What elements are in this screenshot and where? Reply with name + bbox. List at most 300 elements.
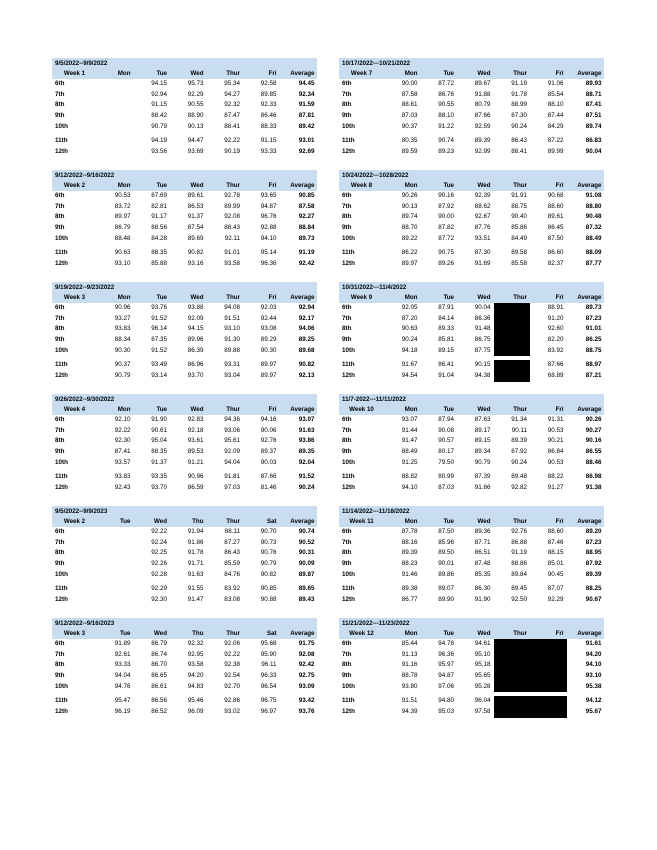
day-value: 88.75 <box>511 202 527 210</box>
day-value: 90.82 <box>187 249 204 257</box>
day-value: 86.70 <box>151 661 167 669</box>
column-header: Wed <box>477 518 491 525</box>
column-header: Wed <box>477 294 491 301</box>
day-value: 89.50 <box>438 549 454 557</box>
column-header: Wed <box>154 518 167 525</box>
day-value: 86.36 <box>474 314 491 322</box>
table-row <box>52 639 317 650</box>
day-value: 94.78 <box>438 640 454 647</box>
grade-label: 7th <box>342 538 352 546</box>
column-header: Fri <box>268 294 277 301</box>
day-value: 92.32 <box>224 101 240 109</box>
day-value: 96.76 <box>260 213 277 221</box>
day-value: 91.16 <box>401 661 418 669</box>
grade-label: 6th <box>342 528 352 535</box>
day-value: 92.30 <box>114 437 131 445</box>
day-value: 93.76 <box>151 304 167 311</box>
day-value: 87.58 <box>401 90 418 98</box>
day-value: 93.06 <box>224 426 240 434</box>
day-value: 90.00 <box>438 213 454 221</box>
grade-label: 7th <box>342 90 352 98</box>
day-value: 95.14 <box>260 249 277 257</box>
day-value: 94.27 <box>224 90 240 98</box>
day-value: 87.92 <box>511 448 527 456</box>
day-value: 93.04 <box>224 372 240 380</box>
day-value: 92.29 <box>151 585 167 593</box>
day-value: 89.96 <box>187 336 204 344</box>
grade-label: 7th <box>55 202 65 210</box>
day-value: 85.81 <box>438 336 454 344</box>
grade-label: 6th <box>342 304 352 311</box>
average-value: 87.58 <box>298 202 315 210</box>
day-value: 88.90 <box>187 112 204 120</box>
column-header: Average <box>290 518 315 525</box>
day-value: 90.24 <box>511 122 527 130</box>
grade-label: 12th <box>342 484 355 492</box>
table-row <box>339 79 604 90</box>
grade-label: 12th <box>342 372 355 380</box>
grade-label: 11th <box>342 473 355 481</box>
day-value: 91.17 <box>151 213 167 221</box>
day-value: 93.61 <box>187 437 204 445</box>
column-header: Thu <box>192 630 204 637</box>
day-value: 91.81 <box>224 473 240 481</box>
day-value: 94.16 <box>260 416 277 423</box>
average-value: 93.42 <box>298 697 315 705</box>
table-row <box>339 335 604 346</box>
table-row <box>52 436 317 447</box>
day-value: 87.71 <box>474 538 491 546</box>
week-table <box>52 506 317 606</box>
redaction-box <box>494 360 531 371</box>
average-value: 90.24 <box>298 484 315 492</box>
day-value: 87.72 <box>438 234 454 242</box>
grade-label: 7th <box>55 314 65 322</box>
day-value: 91.19 <box>511 549 527 557</box>
day-value: 87.54 <box>187 224 204 232</box>
table-row <box>339 248 604 259</box>
day-value: 89.99 <box>224 202 240 210</box>
average-value: 88.75 <box>585 346 602 354</box>
table-row <box>52 191 317 202</box>
average-value: 88.95 <box>585 549 602 557</box>
day-value: 84.28 <box>151 234 167 242</box>
average-value: 92.27 <box>298 213 315 221</box>
table-row <box>52 90 317 101</box>
grade-label: 8th <box>342 661 352 669</box>
grade-label: 7th <box>342 426 352 434</box>
average-value: 87.41 <box>585 101 602 109</box>
day-value: 94.54 <box>401 372 418 380</box>
day-value: 87.92 <box>438 202 454 210</box>
grade-label: 11th <box>55 137 68 145</box>
table-row <box>339 303 604 314</box>
day-value: 93.08 <box>260 325 277 333</box>
column-header: Tue <box>443 406 454 413</box>
day-value: 90.55 <box>438 101 454 109</box>
day-value: 86.51 <box>474 549 491 557</box>
day-value: 94.80 <box>438 697 454 705</box>
average-value: 86.98 <box>585 473 602 481</box>
day-value: 94.18 <box>401 346 418 354</box>
day-value: 90.88 <box>260 596 277 604</box>
redaction-box <box>530 650 567 661</box>
grade-label: 10th <box>342 458 355 466</box>
day-value: 88.99 <box>511 101 527 109</box>
day-value: 94.83 <box>187 682 204 690</box>
grade-label: 8th <box>342 549 352 557</box>
column-header: Fri <box>555 294 564 301</box>
day-value: 79.50 <box>438 458 454 466</box>
column-header: Tue <box>443 518 454 525</box>
day-value: 89.97 <box>114 213 131 221</box>
day-value: 95.65 <box>474 672 491 680</box>
day-value: 91.47 <box>187 596 204 604</box>
day-value: 91.51 <box>401 697 418 705</box>
date-range-title: 9/5/2022--9/9/2022 <box>52 58 317 69</box>
day-value: 90.08 <box>438 426 454 434</box>
column-header: Wed <box>477 630 491 637</box>
day-value: 91.94 <box>187 528 204 535</box>
day-value: 96.36 <box>260 260 277 268</box>
table-row <box>52 248 317 259</box>
table-header-row <box>52 629 317 639</box>
average-value: 89.93 <box>585 80 602 87</box>
redaction-box <box>494 639 531 650</box>
table-row <box>339 223 604 234</box>
grade-label: 12th <box>342 708 355 716</box>
day-value: 88.22 <box>547 473 564 481</box>
average-value: 93.01 <box>298 137 315 145</box>
column-header: Mon <box>117 182 131 189</box>
grade-label: 11th <box>342 249 355 257</box>
average-value: 93.09 <box>298 682 315 690</box>
column-header: Mon <box>404 630 418 637</box>
day-value: 92.59 <box>474 122 491 130</box>
column-header: Tue <box>119 518 131 525</box>
day-value: 91.52 <box>151 346 167 354</box>
table-row <box>52 426 317 437</box>
day-value: 86.43 <box>511 137 527 145</box>
day-value: 94.10 <box>260 234 277 242</box>
day-value: 90.96 <box>187 473 204 481</box>
day-value: 90.04 <box>474 304 491 311</box>
day-value <box>97 548 134 559</box>
day-value: 93.88 <box>187 304 204 311</box>
table-header-row <box>339 629 604 639</box>
day-value: 92.99 <box>474 148 491 156</box>
day-value: 90.79 <box>151 122 167 130</box>
day-value: 91.25 <box>401 458 418 466</box>
column-header: Tue <box>156 294 167 301</box>
grade-label: 7th <box>55 426 65 434</box>
day-value: 85.96 <box>438 538 454 546</box>
grade-label: 7th <box>342 314 352 322</box>
grade-label: 9th <box>55 224 65 232</box>
day-value: 92.82 <box>511 484 527 492</box>
column-header: Tue <box>156 182 167 189</box>
table-row <box>52 147 317 158</box>
table-row <box>52 335 317 346</box>
column-header: Tue <box>443 630 454 637</box>
day-value: 90.26 <box>401 192 418 199</box>
grade-label: 8th <box>55 101 65 109</box>
average-value: 93.76 <box>298 708 315 716</box>
day-value: 90.53 <box>547 426 564 434</box>
day-value: 86.56 <box>151 697 167 705</box>
day-value: 90.24 <box>401 336 418 344</box>
day-value: 94.36 <box>224 416 240 423</box>
day-value: 91.20 <box>547 314 564 322</box>
day-value: 93.56 <box>151 148 167 156</box>
day-value: 95.73 <box>187 80 204 87</box>
table-row <box>52 671 317 682</box>
day-value: 88.60 <box>547 528 564 535</box>
day-value: 90.03 <box>260 458 277 466</box>
day-value: 84.76 <box>224 570 240 578</box>
average-value: 87.92 <box>585 560 602 568</box>
average-value: 91.59 <box>298 101 315 109</box>
day-value: 92.22 <box>114 426 131 434</box>
day-value: 92.09 <box>224 448 240 456</box>
average-value: 87.77 <box>585 260 602 268</box>
table-row <box>52 660 317 671</box>
day-value: 87.76 <box>474 224 491 232</box>
day-value: 87.78 <box>401 528 418 535</box>
table-row <box>339 191 604 202</box>
week-label: Week 7 <box>350 70 373 77</box>
day-value: 93.57 <box>114 458 131 466</box>
day-value: 93.33 <box>260 148 277 156</box>
column-header: Average <box>577 70 602 77</box>
day-value: 93.51 <box>474 234 491 242</box>
day-value: 93.35 <box>151 473 167 481</box>
day-value: 91.71 <box>187 560 204 568</box>
column-header: Mon <box>117 294 131 301</box>
day-value: 88.23 <box>401 560 418 568</box>
grade-label: 8th <box>342 213 352 221</box>
table-row <box>339 360 604 371</box>
day-value: 85.58 <box>511 260 527 268</box>
day-value: 83.92 <box>547 346 564 354</box>
table-row <box>339 570 604 581</box>
day-value: 92.33 <box>260 101 277 109</box>
day-value: 96.36 <box>438 650 454 658</box>
table-row <box>52 223 317 234</box>
grade-label: 7th <box>342 202 352 210</box>
grade-label: 10th <box>342 346 355 354</box>
day-value: 80.35 <box>401 137 418 145</box>
day-value: 91.47 <box>401 437 418 445</box>
day-value: 91.37 <box>187 213 204 221</box>
day-value: 88.91 <box>547 304 564 311</box>
day-value: 83.92 <box>224 585 240 593</box>
average-value: 91.52 <box>298 473 315 481</box>
average-value: 90.52 <box>298 538 315 546</box>
day-value: 90.68 <box>547 192 564 199</box>
day-value: 97.03 <box>224 484 240 492</box>
grade-label: 7th <box>342 650 352 658</box>
column-header: Average <box>577 406 602 413</box>
day-value: 92.61 <box>114 650 131 658</box>
day-value: 95.04 <box>151 437 167 445</box>
average-value: 94.12 <box>585 697 602 705</box>
table-row <box>52 79 317 90</box>
day-value: 89.15 <box>474 437 491 445</box>
table-row <box>339 472 604 483</box>
grade-label: 10th <box>55 346 68 354</box>
table-row <box>52 371 317 382</box>
grade-label: 9th <box>55 560 65 568</box>
column-header: Average <box>290 294 315 301</box>
average-value: 90.82 <box>298 361 315 369</box>
average-value: 90.16 <box>585 437 602 445</box>
average-value: 89.35 <box>298 448 315 456</box>
day-value: 87.82 <box>438 224 454 232</box>
day-value: 87.66 <box>474 112 491 120</box>
average-value: 89.39 <box>585 570 602 578</box>
day-value: 89.29 <box>260 336 277 344</box>
day-value: 90.13 <box>187 122 204 130</box>
table-row <box>339 559 604 570</box>
day-value: 88.70 <box>401 224 418 232</box>
table-header-row <box>339 405 604 415</box>
day-value: 87.50 <box>438 528 454 535</box>
average-value: 89.42 <box>298 122 315 130</box>
date-range-title: 11/7-2022---11/11/2022 <box>339 394 604 405</box>
table-row <box>52 346 317 357</box>
average-value: 87.51 <box>585 112 602 120</box>
column-header: Thur <box>513 182 527 189</box>
day-value: 89.26 <box>438 260 454 268</box>
table-row <box>52 259 317 270</box>
grade-label: 10th <box>55 570 68 578</box>
column-header: Thur <box>513 70 527 77</box>
day-value: 89.38 <box>401 585 418 593</box>
average-value: 88.80 <box>585 202 602 210</box>
column-header: Wed <box>190 70 204 77</box>
table-row <box>52 707 317 718</box>
average-value: 89.25 <box>298 336 315 344</box>
redaction-box <box>530 696 567 707</box>
table-row <box>339 458 604 469</box>
day-value: 88.86 <box>511 560 527 568</box>
day-value: 89.84 <box>511 570 527 578</box>
column-header: Mon <box>117 406 131 413</box>
day-value: 90.79 <box>260 560 277 568</box>
grade-label: 9th <box>342 112 352 120</box>
day-value: 90.11 <box>511 426 527 434</box>
day-value: 93.27 <box>114 314 131 322</box>
column-header: Mon <box>404 70 418 77</box>
day-value: 91.51 <box>224 314 240 322</box>
average-value: 94.45 <box>298 80 315 87</box>
day-value: 90.82 <box>260 570 277 578</box>
table-row <box>339 671 604 682</box>
table-row <box>52 447 317 458</box>
day-value: 92.76 <box>511 528 527 535</box>
day-value: 86.22 <box>401 249 418 257</box>
grade-label: 12th <box>55 596 68 604</box>
day-value: 87.91 <box>438 304 454 311</box>
table-row <box>52 483 317 494</box>
table-header-row <box>339 181 604 191</box>
table-row <box>52 234 317 245</box>
week-label: Week 10 <box>349 406 374 413</box>
table-row <box>339 527 604 538</box>
day-value: 81.46 <box>260 484 277 492</box>
column-header: Wed <box>477 182 491 189</box>
average-value: 92.34 <box>298 90 315 98</box>
day-value: 89.45 <box>511 585 527 593</box>
day-value <box>97 538 134 549</box>
day-value: 88.48 <box>114 234 131 242</box>
grade-label: 12th <box>55 372 68 380</box>
average-value: 92.17 <box>298 314 315 322</box>
grade-label: 6th <box>342 416 352 423</box>
week-table <box>339 506 604 606</box>
day-value: 95.18 <box>474 661 491 669</box>
day-value: 87.94 <box>438 416 454 423</box>
day-value: 87.44 <box>547 112 564 120</box>
day-value: 90.24 <box>511 458 527 466</box>
week-table <box>52 618 317 718</box>
date-range-title: 9/12/2022--9/16/2022 <box>52 170 317 181</box>
grade-label: 9th <box>342 336 352 344</box>
day-value: 91.13 <box>401 650 418 658</box>
grade-label: 10th <box>55 682 68 690</box>
day-value: 96.75 <box>260 697 277 705</box>
day-value: 91.30 <box>224 336 240 344</box>
day-value <box>97 527 134 538</box>
day-value: 96.97 <box>260 708 277 716</box>
average-value: 89.65 <box>298 585 315 593</box>
day-value: 96.54 <box>260 682 277 690</box>
table-row <box>339 90 604 101</box>
day-value: 87.20 <box>401 314 418 322</box>
day-value: 86.77 <box>401 596 418 604</box>
average-value: 95.67 <box>585 708 602 716</box>
table-row <box>52 324 317 335</box>
day-value: 86.88 <box>511 538 527 546</box>
day-value: 93.58 <box>224 260 240 268</box>
day-value: 91.19 <box>511 80 527 87</box>
day-value: 86.60 <box>547 249 564 257</box>
day-value: 94.38 <box>474 372 491 380</box>
column-header: Fri <box>268 70 277 77</box>
average-value: 93.10 <box>585 672 602 680</box>
day-value: 95.47 <box>114 697 131 705</box>
day-value: 90.79 <box>474 458 491 466</box>
day-value: 96.11 <box>261 661 277 669</box>
column-header: Average <box>290 406 315 413</box>
day-value: 88.34 <box>114 336 131 344</box>
day-value: 95.97 <box>438 661 454 669</box>
day-value: 92.03 <box>260 304 277 311</box>
day-value: 91.63 <box>187 570 204 578</box>
date-range-title: 10/17/2022---10/21/2022 <box>339 58 604 69</box>
grade-label: 10th <box>342 570 355 578</box>
column-header: Wed <box>190 182 204 189</box>
day-value: 86.39 <box>187 346 204 354</box>
average-value: 89.43 <box>298 596 315 604</box>
average-value: 86.25 <box>585 336 602 344</box>
table-row <box>52 314 317 325</box>
day-value: 87.50 <box>547 234 564 242</box>
day-value: 88.11 <box>224 528 240 535</box>
day-value: 92.11 <box>224 234 240 242</box>
day-value <box>97 584 134 595</box>
